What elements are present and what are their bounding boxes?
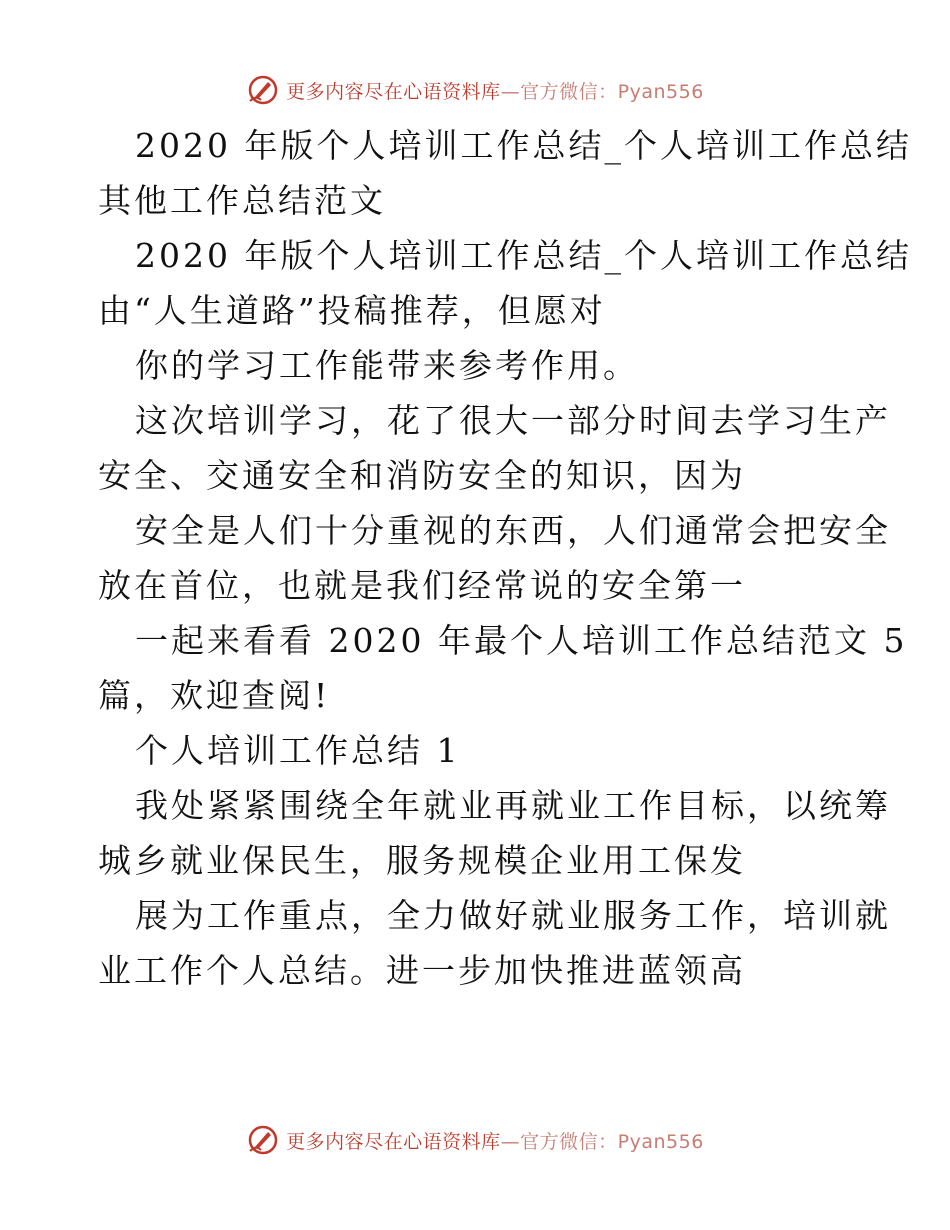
pen-logo-icon bbox=[246, 1123, 280, 1157]
watermark-text: 更多内容尽在心语资料库—官方微信：Pyan556 bbox=[286, 80, 704, 103]
text-line: 这次培训学习，花了很大一部分时间去学习生产 bbox=[135, 401, 891, 440]
text-line: 业工作个人总结。进一步加快推进蓝领高 bbox=[98, 951, 746, 990]
document-body bbox=[98, 118, 912, 998]
text-line: 展为工作重点，全力做好就业服务工作，培训就 bbox=[135, 896, 891, 935]
footer-watermark bbox=[0, 1120, 950, 1160]
text-line: 放在首位，也就是我们经常说的安全第一 bbox=[98, 566, 746, 605]
header-watermark bbox=[0, 70, 950, 110]
text-line: 一起来看看 2020 年最个人培训工作总结范文 5 bbox=[135, 621, 908, 660]
text-line: 你的学习工作能带来参考作用。 bbox=[135, 346, 639, 385]
text-line: 其他工作总结范文 bbox=[98, 181, 386, 220]
text-line: 篇，欢迎查阅! bbox=[98, 676, 331, 715]
text-line: 由“人生道路”投稿推荐，但愿对 bbox=[98, 291, 606, 330]
text-line: 我处紧紧围绕全年就业再就业工作目标，以统筹 bbox=[135, 786, 891, 825]
watermark-text: 更多内容尽在心语资料库—官方微信：Pyan556 bbox=[286, 1130, 704, 1153]
pen-logo-icon bbox=[246, 73, 280, 107]
text-line: 安全、交通安全和消防安全的知识，因为 bbox=[98, 456, 746, 495]
text-line: 个人培训工作总结 1 bbox=[135, 731, 461, 770]
text-line: 城乡就业保民生，服务规模企业用工保发 bbox=[98, 841, 746, 880]
text-line: 2020 年版个人培训工作总结_个人培训工作总结 bbox=[135, 236, 912, 275]
text-line: 2020 年版个人培训工作总结_个人培训工作总结 bbox=[135, 126, 912, 165]
text-line: 安全是人们十分重视的东西，人们通常会把安全 bbox=[135, 511, 891, 550]
